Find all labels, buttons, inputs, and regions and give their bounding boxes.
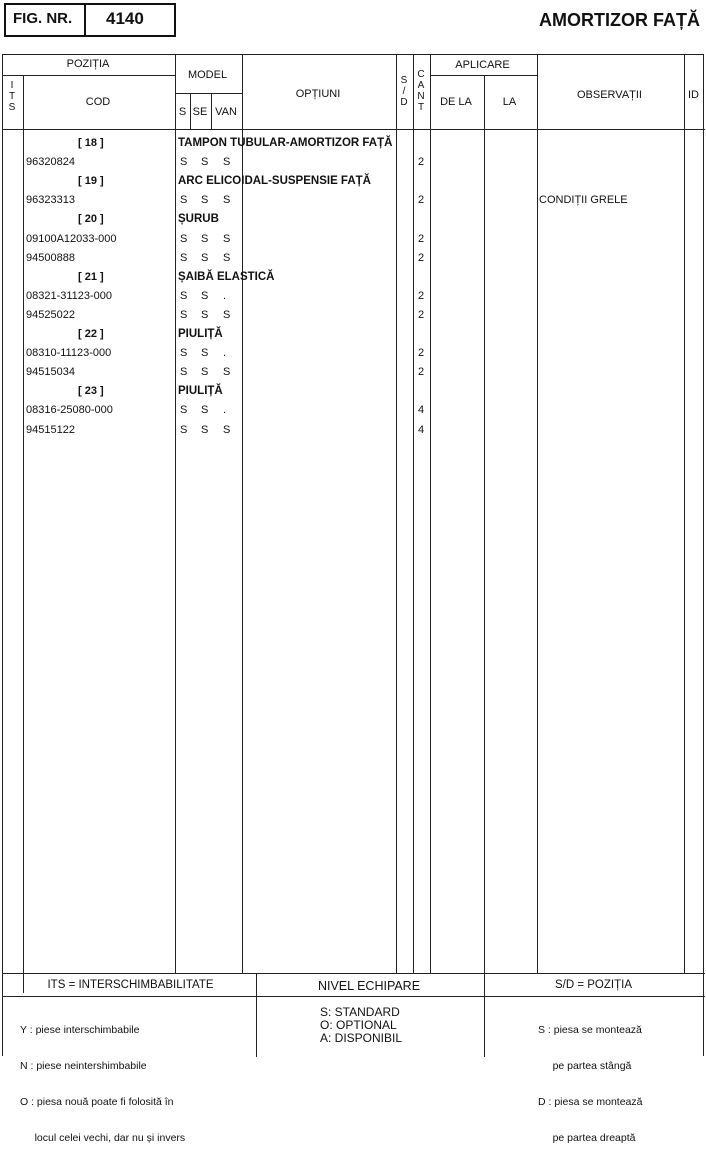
model-s-value: S <box>180 308 188 321</box>
model-van-value: S <box>223 423 231 436</box>
header-observatii: OBSERVAȚII <box>576 89 642 101</box>
model-se-value: S <box>201 251 209 264</box>
header-model: MODEL <box>187 69 228 81</box>
model-s-value: S <box>180 404 188 417</box>
quantity-value: 4 <box>418 404 425 417</box>
model-se-value: S <box>201 423 209 436</box>
header-id: ID <box>688 89 699 101</box>
model-se-value: S <box>201 404 209 417</box>
part-code: 08310-11123-000 <box>26 347 112 360</box>
model-van-value: . <box>223 289 227 302</box>
header-de-la: DE LA <box>440 96 472 108</box>
model-s-value: S <box>180 289 188 302</box>
group-position: [ 23 ] <box>78 385 104 398</box>
model-se-value: S <box>201 347 209 360</box>
footer-nivel-title: NIVEL ECHIPARE <box>317 979 421 993</box>
quantity-value: 2 <box>418 308 425 321</box>
group-position: [ 19 ] <box>78 175 104 188</box>
model-s-value: S <box>180 194 188 207</box>
group-description: PIULIȚĂ <box>178 385 223 398</box>
model-s-value: S <box>180 232 188 245</box>
quantity-value: 4 <box>418 423 425 436</box>
header-cod: COD <box>85 96 111 108</box>
header-its: I T S <box>8 80 16 113</box>
footer-sd-title: S/D = POZIȚIA <box>554 979 632 991</box>
header-cant: C A N T <box>417 69 425 113</box>
part-code: 08316-25080-000 <box>26 404 113 417</box>
group-description: ARC ELICOIDAL-SUSPENSIE FAȚĂ <box>178 175 371 188</box>
quantity-value: 2 <box>418 232 425 245</box>
page-title: AMORTIZOR FAȚĂ <box>539 10 700 30</box>
header-model-s: S <box>178 106 187 118</box>
group-description: TAMPON TUBULAR-AMORTIZOR FAȚĂ <box>178 137 393 149</box>
model-van-value: S <box>223 156 231 169</box>
part-code: 94500888 <box>26 251 75 264</box>
observation-text: CONDIȚII GRELE <box>539 194 628 207</box>
quantity-value: 2 <box>418 347 425 360</box>
model-s-value: S <box>180 251 188 264</box>
model-se-value: S <box>201 366 209 379</box>
part-code: 96320824 <box>26 156 75 169</box>
group-position: [ 21 ] <box>78 270 104 283</box>
footer-its-legend: Y : piese interschimbabile N : piese neintershimbabile O : piesa nouă poate fi folosită în locul celei vechi, dar nu și invers <box>20 1024 186 1144</box>
footer-nivel-legend: S: STANDARD O: OPTIONAL A: DISPONIBIL <box>320 1005 403 1045</box>
header-sd: S / D <box>400 75 408 108</box>
model-se-value: S <box>201 232 209 245</box>
header-model-se: SE <box>192 106 208 118</box>
part-code: 94515034 <box>26 366 75 379</box>
model-van-value: S <box>223 251 231 264</box>
header-la: LA <box>502 96 517 108</box>
footer-its-title: ITS = INTERSCHIMBABILITATE <box>47 979 214 991</box>
model-s-value: S <box>180 347 188 360</box>
group-description: ȘURUB <box>178 213 219 226</box>
model-se-value: S <box>201 289 209 302</box>
model-van-value: S <box>223 194 231 207</box>
model-van-value: . <box>223 347 227 360</box>
header-aplicare: APLICARE <box>455 59 510 71</box>
model-van-value: S <box>223 308 231 321</box>
part-code: 94525022 <box>26 308 75 321</box>
group-position: [ 20 ] <box>78 213 104 226</box>
quantity-value: 2 <box>418 194 425 207</box>
header-model-van: VAN <box>215 106 237 118</box>
model-van-value: S <box>223 232 231 245</box>
part-code: 96323313 <box>26 194 75 207</box>
quantity-value: 2 <box>418 251 425 264</box>
group-position: [ 18 ] <box>78 137 104 149</box>
quantity-value: 2 <box>418 366 425 379</box>
model-van-value: . <box>223 404 227 417</box>
part-code: 94515122 <box>26 423 75 436</box>
group-description: PIULIȚĂ <box>178 328 223 340</box>
model-se-value: S <box>201 194 209 207</box>
model-s-value: S <box>180 423 188 436</box>
model-se-value: S <box>201 308 209 321</box>
footer-sd-legend: S : piesa se montează pe partea stângă D : piesa se montează pe partea dreaptă <box>538 1024 643 1144</box>
model-s-value: S <box>180 156 188 169</box>
quantity-value: 2 <box>418 289 425 302</box>
group-position: [ 22 ] <box>78 328 104 340</box>
model-se-value: S <box>201 156 209 169</box>
model-s-value: S <box>180 366 188 379</box>
figure-label: FIG. NR. <box>13 10 73 27</box>
quantity-value: 2 <box>418 156 425 169</box>
group-description: ȘAIBĂ ELASTICĂ <box>178 270 275 283</box>
part-code: 08321-31123-000 <box>26 289 113 302</box>
header-pozitia: POZIȚIA <box>66 58 110 70</box>
part-code: 09100A12033-000 <box>26 232 117 245</box>
figure-number: 4140 <box>106 9 144 28</box>
model-van-value: S <box>223 366 231 379</box>
header-optiuni: OPȚIUNI <box>295 88 341 100</box>
